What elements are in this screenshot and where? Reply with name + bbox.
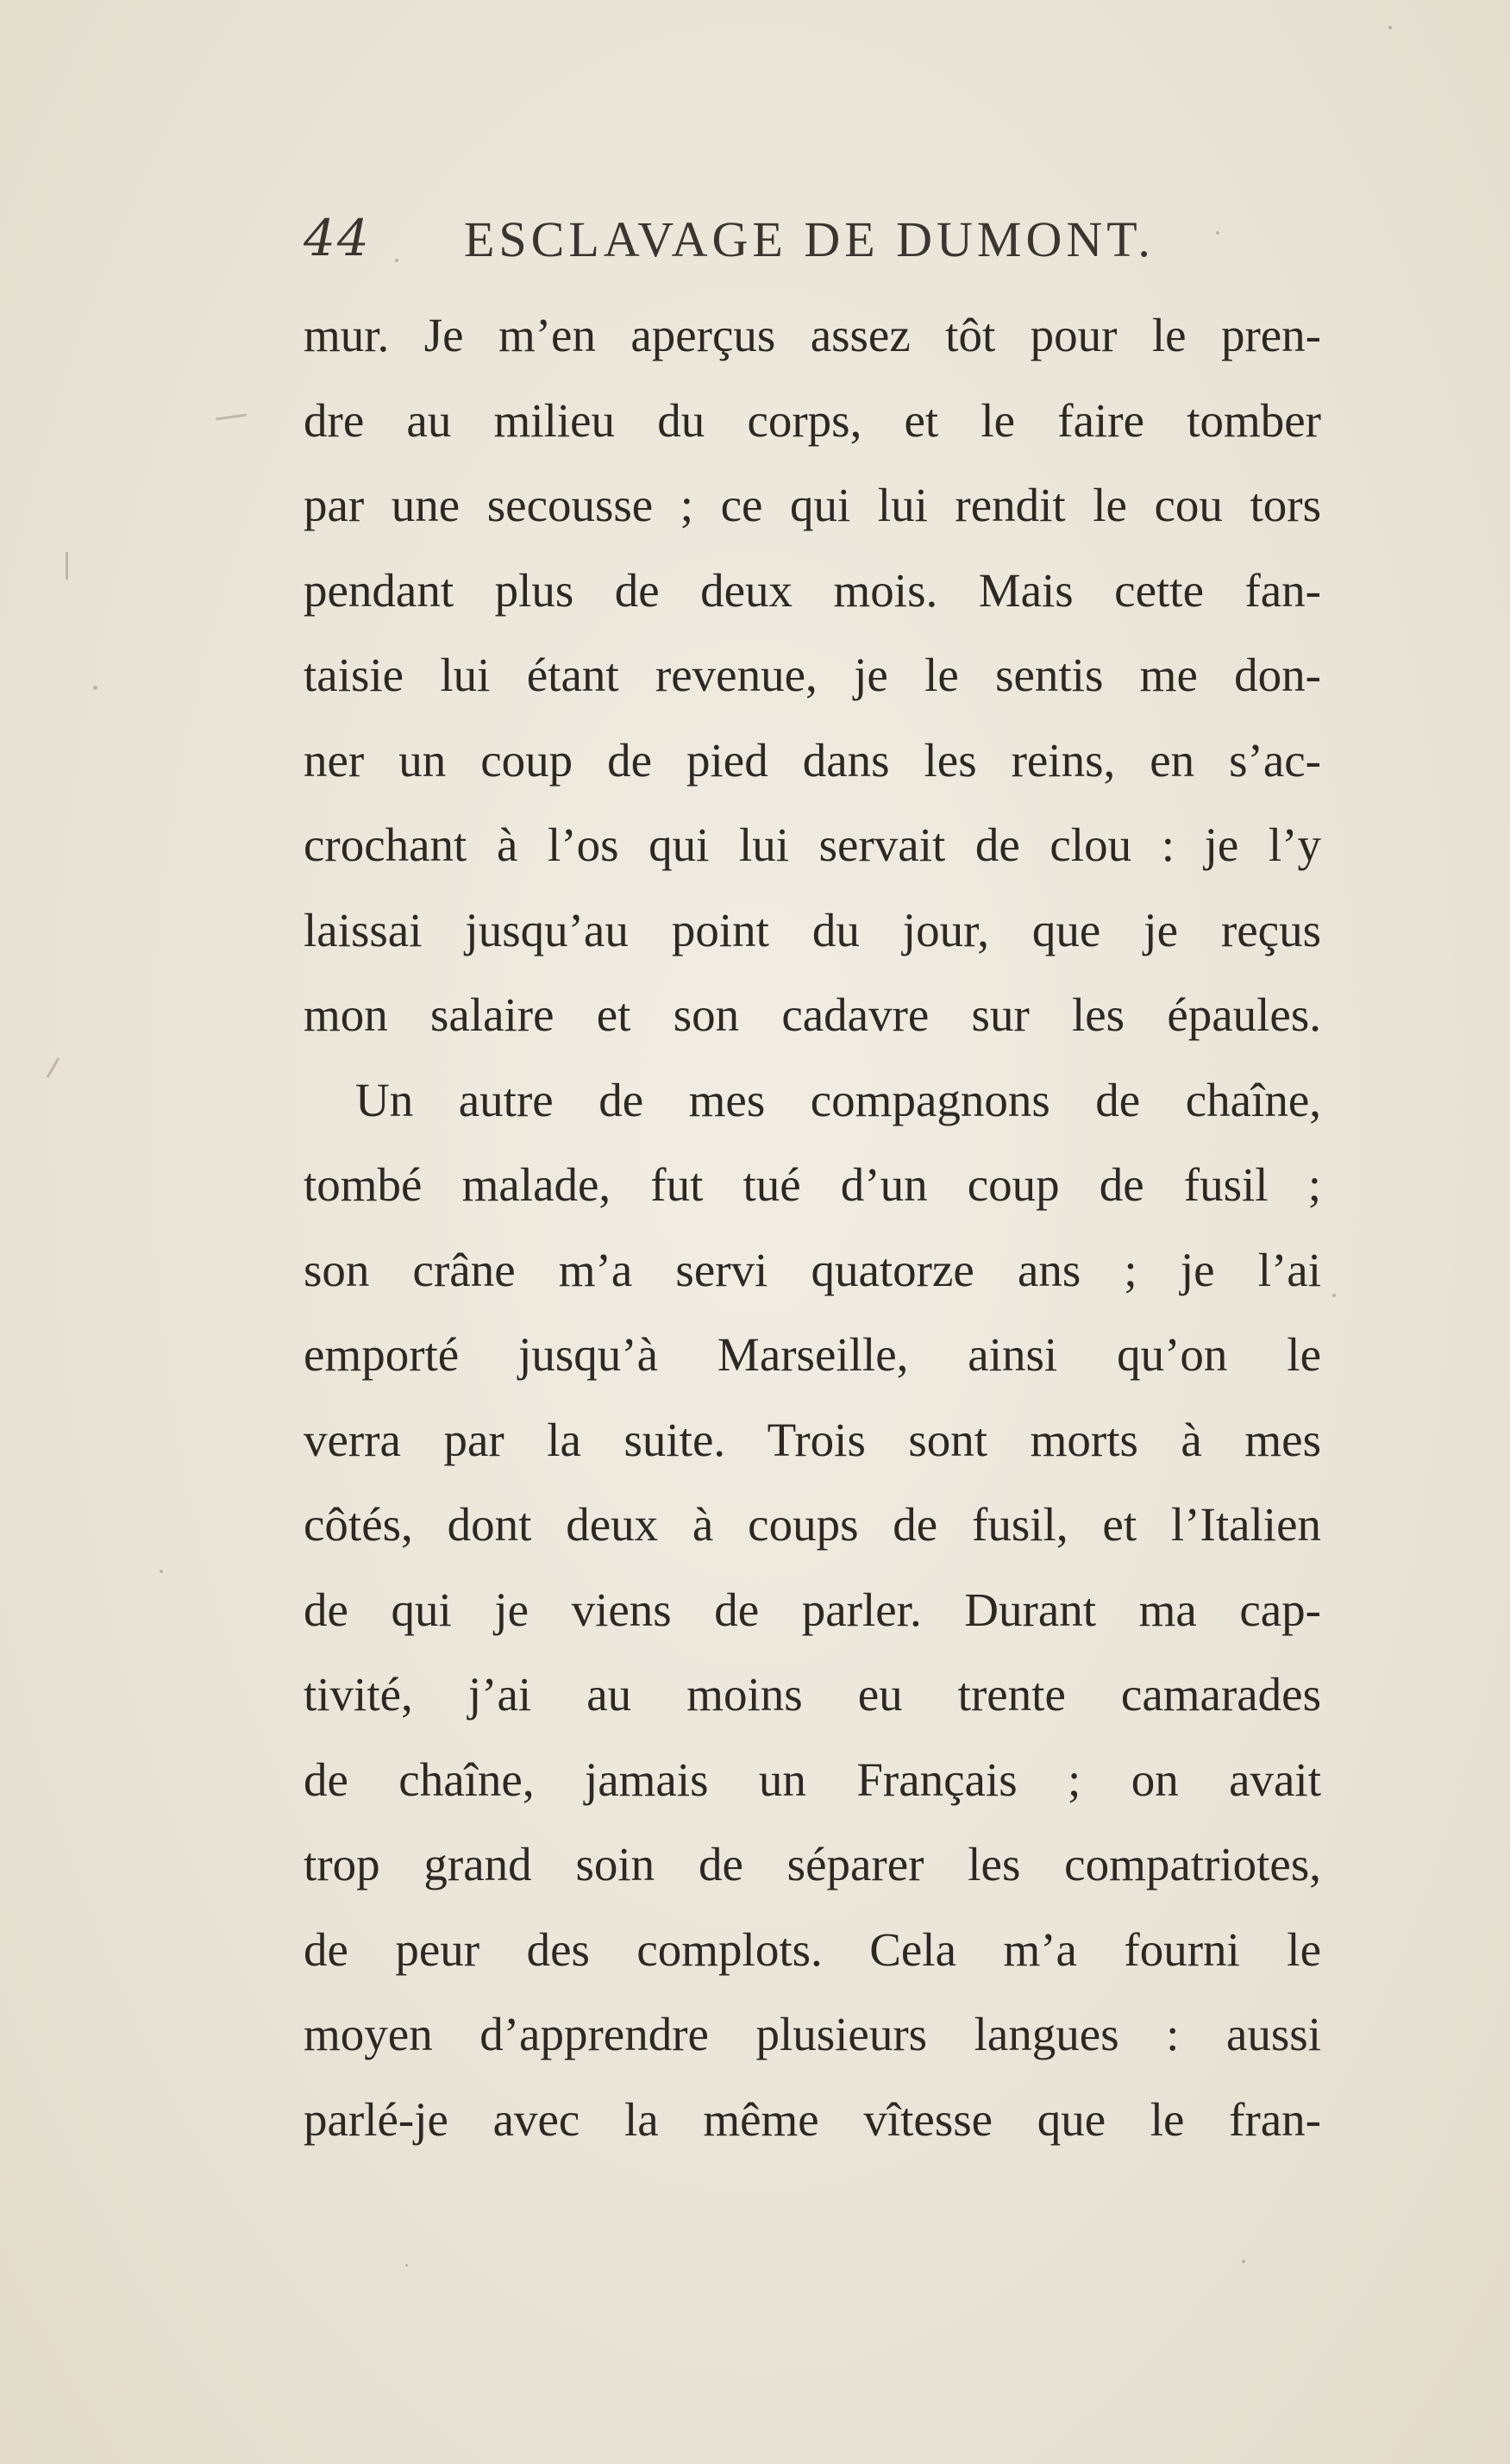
text-line: emporté jusqu’à Marseille, ainsi qu’on le — [304, 1328, 1321, 1381]
text-line: moyen d’apprendre plusieurs langues : aussi — [304, 2008, 1321, 2060]
text-line: tombé malade, fut tué d’un coup de fusil ; — [304, 1158, 1321, 1211]
paper-speck — [1332, 1294, 1336, 1297]
text-line: dre au milieu du corps, et le faire tomber — [304, 393, 1321, 447]
paper-speck — [1388, 26, 1392, 29]
running-title: ESCLAVAGE DE DUMONT. — [464, 211, 1155, 267]
margin-mark — [66, 552, 68, 580]
text-line-paragraph-end: mon salaire et son cadavre sur les épaules. — [304, 988, 1321, 1041]
text-line: de peur des complots. Cela m’a fourni le — [304, 1922, 1321, 1976]
margin-mark — [47, 1057, 60, 1078]
paper-speck — [405, 2264, 408, 2267]
paper-speck — [93, 686, 97, 690]
text-line: verra par la suite. Trois sont morts à mes — [304, 1413, 1321, 1466]
paper-speck — [1242, 2260, 1245, 2263]
text-line: mur. Je m’en aperçus assez tôt pour le pren- — [304, 309, 1321, 361]
paper-speck — [160, 1570, 163, 1573]
paper-speck — [1216, 231, 1219, 235]
page-number: 44 — [304, 209, 371, 267]
text-line: laissai jusqu’au point du jour, que je reçus — [304, 903, 1321, 956]
text-line: par une secousse ; ce qui lui rendit le cou tors — [304, 479, 1321, 531]
text-line: parlé-je avec la même vîtesse que le fran- — [304, 2092, 1321, 2146]
text-line: pendant plus de deux mois. Mais cette fan- — [304, 563, 1321, 617]
page-header — [304, 209, 1330, 269]
text-line: ner un coup de pied dans les reins, en s’ac- — [304, 733, 1321, 787]
text-line: de chaîne, jamais un Français ; on avait — [304, 1752, 1321, 1806]
text-line: crochant à l’os qui lui servait de clou : je l’y — [304, 818, 1321, 871]
text-line: de qui je viens de parler. Durant ma cap- — [304, 1583, 1321, 1636]
text-line: taisie lui étant revenue, je le sentis me don- — [304, 649, 1321, 701]
text-line: trop grand soin de séparer les compatriotes, — [304, 1838, 1321, 1890]
body-text — [304, 293, 1321, 2162]
text-line: tivité, j’ai au moins eu trente camarades — [304, 1668, 1321, 1721]
text-line: côtés, dont deux à coups de fusil, et l’Italien — [304, 1498, 1321, 1551]
text-line-paragraph-start: Un autre de mes compagnons de chaîne, — [355, 1073, 1321, 1126]
margin-mark — [216, 414, 247, 421]
text-line: son crâne m’a servi quatorze ans ; je l’ai — [304, 1243, 1321, 1296]
paper-speck — [395, 259, 398, 262]
